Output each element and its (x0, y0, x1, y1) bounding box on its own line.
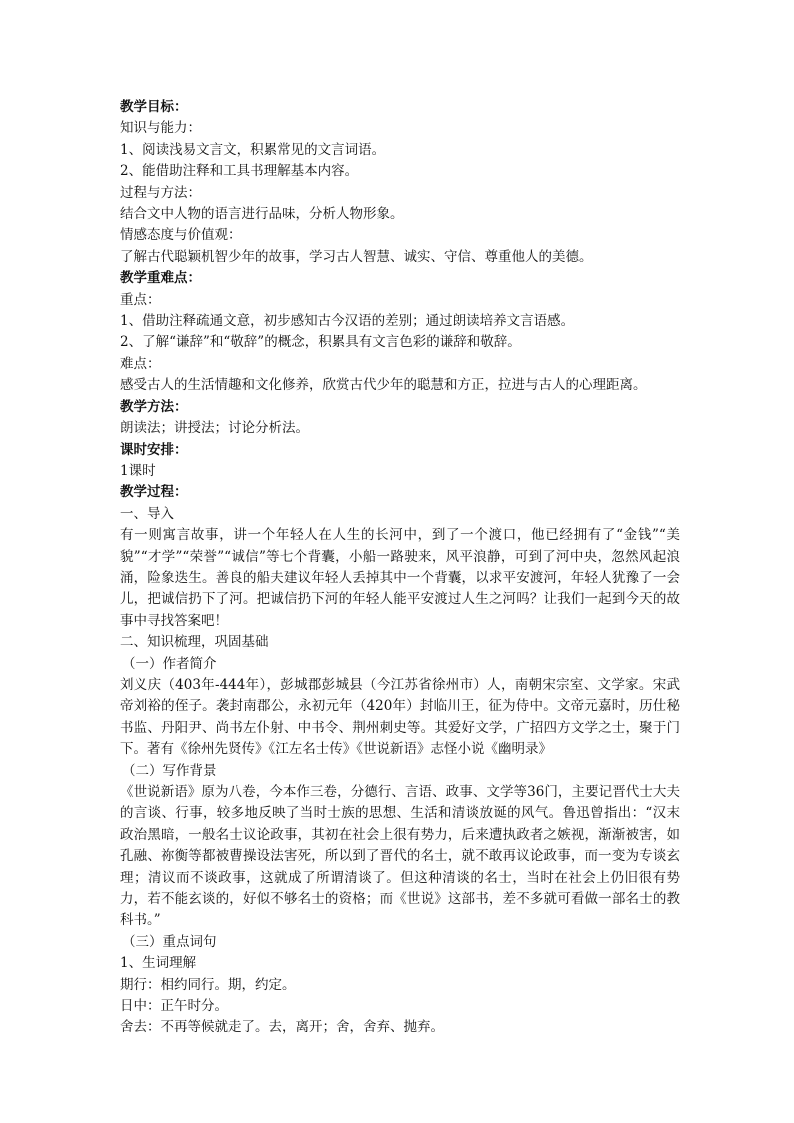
methods-heading: 教学方法： (120, 398, 188, 415)
focus-label: 重点： (120, 291, 161, 308)
knowledge-item: 1、阅读浅易文言文，积累常见的文言词语。 (120, 141, 386, 158)
process-method-label: 过程与方法： (120, 184, 201, 201)
key-points-heading: 教学重难点： (120, 270, 201, 287)
difficulty-label: 难点： (120, 355, 161, 372)
knowledge-section-title: 二、知识梳理，巩固基础 (120, 634, 269, 651)
intro-paragraph: 有一则寓言故事，讲一个年轻人在人生的长河中，到了一个渡口，他已经拥有了“金钱”“美貌”“才学”“荣誉”“诚信”等七个背囊，小船一路驶来，风平浪静，可到了河中央，忽然风起浪涌，险象迭生。善良的船夫建议年轻人丢掉其中一个背囊，以求平安渡河，年轻人犹豫了一会儿，把诚信扔下了河。把诚信扔下河的年轻人能平安渡过人生之河吗？让我们一起到今天的故事中寻找答案吧！ (120, 527, 680, 629)
vocab-item: 舍去：不再等候就走了。去，离开；舍，舍弃、抛弃。 (120, 1019, 444, 1036)
knowledge-label: 知识与能力： (120, 120, 201, 137)
emotion-label: 情感态度与价值观： (120, 227, 242, 244)
vocab-title: 1、生词理解 (120, 955, 197, 972)
focus-item: 1、借助注释疏通文意，初步感知古今汉语的差别；通过朗读培养文言语感。 (120, 313, 575, 330)
words-title: （三）重点词句 (122, 933, 217, 950)
document-page (120, 97, 680, 1039)
methods-text: 朗读法；讲授法；讨论分析法。 (120, 420, 309, 437)
process-heading: 教学过程： (120, 484, 188, 501)
emotion-text: 了解古代聪颖机智少年的故事，学习古人智慧、诚实、守信、尊重他人的美德。 (120, 248, 593, 265)
background-title: （二）写作背景 (122, 762, 217, 779)
schedule-text: 1课时 (120, 462, 156, 479)
knowledge-item: 2、能借助注释和工具书理解基本内容。 (120, 163, 359, 180)
difficulty-text: 感受古人的生活情趣和文化修养，欣赏古代少年的聪慧和方正，拉进与古人的心理距离。 (120, 377, 647, 394)
author-title: （一）作者简介 (122, 655, 217, 672)
vocab-item: 日中：正午时分。 (120, 998, 228, 1015)
intro-title: 一、导入 (120, 505, 174, 522)
goals-heading: 教学目标： (120, 99, 188, 115)
vocab-item: 期行：相约同行。期，约定。 (120, 976, 296, 993)
focus-item: 2、了解“谦辞”和“敬辞”的概念，积累具有文言色彩的谦辞和敬辞。 (120, 334, 521, 351)
schedule-heading: 课时安排： (120, 441, 188, 458)
author-paragraph: 刘义庆（403年-444年），彭城郡彭城县（今江苏省徐州市）人，南朝宋宗室、文学家。宋武帝刘裕的侄子。袭封南郡公，永初元年（420年）封临川王，征为侍中。文帝元嘉时，历仕秘书监、丹阳尹、尚书左仆射、中书令、荆州刺史等。其爱好文学，广招四方文学之士，聚于门下。著有《徐州先贤传》《江左名士传》《世说新语》志怪小说《幽明录》 (120, 676, 680, 758)
background-paragraph: 《世说新语》原为八卷，今本作三卷，分德行、言语、政事、文学等36门，主要记晋代士大夫的言谈、行事，较多地反映了当时士族的思想、生活和清谈放诞的风气。鲁迅曾指出：“汉末政治黑暗，一般名士议论政事，其初在社会上很有势力，后来遭执政者之嫉视，渐渐被害，如孔融、祢衡等都被曹操设法害死，所以到了晋代的名士，就不敢再议论政事，而一变为专谈玄理；清议而不谈政事，这就成了所谓清谈了。但这种清谈的名士，当时在社会上仍旧很有势力，若不能玄谈的，好似不够名士的资格；而《世说》这部书，差不多就可看做一部名士的教科书。” (120, 784, 680, 929)
process-method-text: 结合文中人物的语言进行品味，分析人物形象。 (120, 206, 404, 223)
